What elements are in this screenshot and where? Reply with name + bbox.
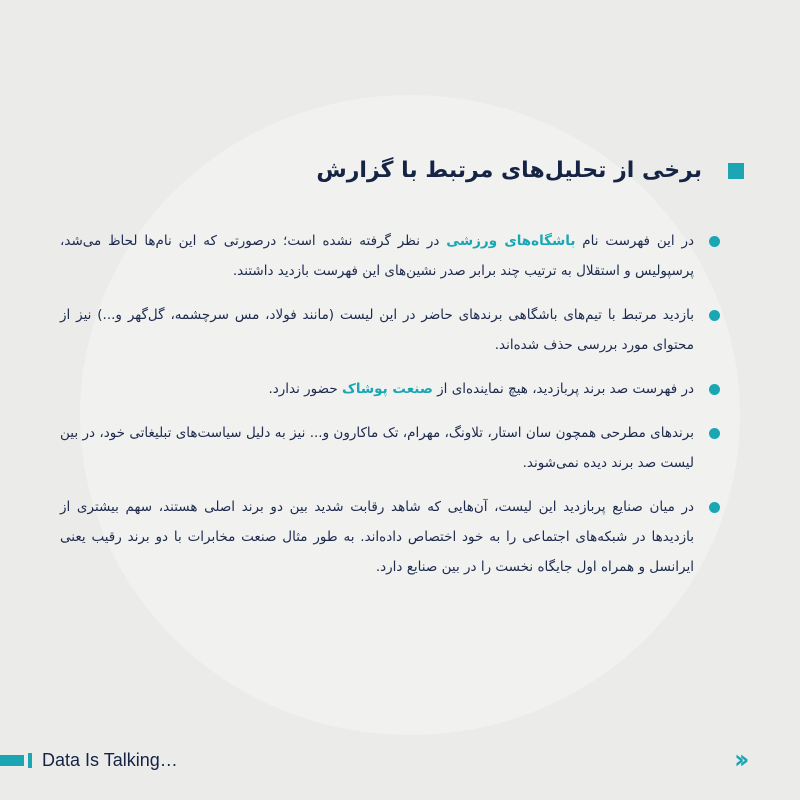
- title-square-icon: [728, 163, 744, 179]
- brand-bar-icon: [0, 755, 24, 766]
- bullet-text: در این فهرست نام: [575, 233, 694, 249]
- page-title: برخی از تحلیل‌های مرتبط با گزارش: [316, 158, 702, 183]
- brand-divider-icon: [28, 753, 32, 768]
- bullet-dot-icon: [709, 502, 720, 513]
- bullet-text: برندهای مطرحی همچون سان استار، تلاونگ، مهرام، تک ماکارون و... نیز به دلیل سیاست‌های تبلیغاتی خود، در بین لیست صد برند دیده نمی‌شوند.: [60, 425, 694, 471]
- footer-brand: [0, 750, 178, 771]
- bullet-dot-icon: [709, 310, 720, 321]
- bullet-text: در نظر گرفته نشده است؛ درصورتی که این نام‌ها لحاظ می‌شد، پرسپولیس و استقلال به ترتیب چند برابر صدر نشین‌های این فهرست بازدید داشتند.: [60, 233, 694, 279]
- bullet-dot-icon: [709, 428, 720, 439]
- section-header: [316, 158, 744, 183]
- bullet-text: حضور ندارد.: [268, 381, 342, 397]
- list-item: [60, 492, 694, 582]
- bullet-dot-icon: [709, 236, 720, 247]
- bullet-highlight: صنعت پوشاک: [342, 381, 433, 397]
- list-item: [60, 418, 694, 478]
- brand-name: Data Is Talking…: [42, 750, 178, 770]
- bullet-text: بازدید مرتبط با تیم‌های باشگاهی برندهای حاضر در این لیست (مانند فولاد، مس سرچشمه، گل‌گهر و...) نیز از محتوای مورد بررسی حذف شده‌اند.: [60, 307, 694, 353]
- bullet-list: [60, 226, 694, 596]
- list-item: [60, 374, 694, 404]
- bullet-dot-icon: [709, 384, 720, 395]
- bullet-text: در فهرست صد برند پربازدید، هیچ نماینده‌ای از: [432, 381, 694, 397]
- list-item: [60, 300, 694, 360]
- double-chevron-right-icon[interactable]: ››: [734, 745, 744, 775]
- bullet-text: در میان صنایع پربازدید این لیست، آن‌هایی که شاهد رقابت شدید بین دو برند اصلی هستند، سهم بیشتری از بازدیدها در شبکه‌های اجتماعی را به خود اختصاص داده‌اند. به طور مثال صنعت مخابرات با دو برند رقیب یعنی ایرانسل و همراه اول جایگاه نخست را در بین صنایع دارد.: [60, 499, 694, 575]
- bullet-highlight: باشگاه‌های ورزشی: [446, 233, 576, 249]
- list-item: [60, 226, 694, 286]
